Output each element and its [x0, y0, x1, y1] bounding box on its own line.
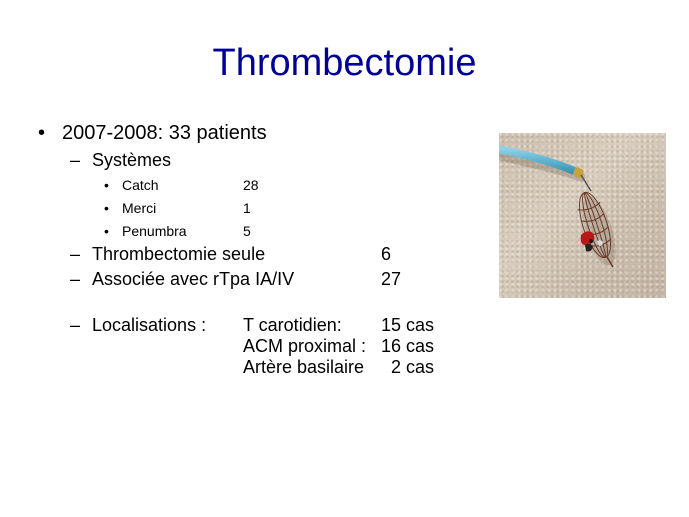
dash-glyph: – [70, 150, 81, 170]
system-name: Merci [122, 200, 157, 216]
thrombectomy-device-photo [499, 133, 666, 298]
bullet-glyph: • [38, 122, 46, 144]
device-illustration [499, 133, 666, 298]
treatment-count: 6 [381, 244, 392, 264]
slide-title: Thrombectomie [212, 42, 477, 84]
treatment-count: 27 [381, 269, 402, 289]
systems-label: Systèmes [92, 150, 172, 170]
dash-glyph: – [70, 269, 81, 289]
localisation-site: Artère basilaire [243, 357, 365, 377]
localisations-label: Localisations : [92, 315, 207, 335]
localisation-count: 16 cas [381, 336, 435, 356]
system-name: Penumbra [122, 223, 187, 239]
system-count: 28 [243, 177, 259, 193]
system-name: Catch [122, 177, 159, 193]
sub-bullet-glyph: • [104, 177, 109, 193]
sub-bullet-glyph: • [104, 200, 109, 216]
dash-glyph: – [70, 315, 81, 335]
localisation-site: ACM proximal : [243, 336, 367, 356]
system-count: 5 [243, 223, 251, 239]
treatment-label: Thrombectomie seule [92, 244, 266, 264]
main-bullet-text: 2007-2008: 33 patients [62, 122, 267, 144]
localisation-count: 15 cas [381, 315, 435, 335]
sub-bullet-glyph: • [104, 223, 109, 239]
treatment-label: Associée avec rTpa IA/IV [92, 269, 295, 289]
system-count: 1 [243, 200, 251, 216]
localisation-count: 2 cas [381, 357, 435, 377]
dash-glyph: – [70, 244, 81, 264]
localisation-site: T carotidien: [243, 315, 342, 335]
